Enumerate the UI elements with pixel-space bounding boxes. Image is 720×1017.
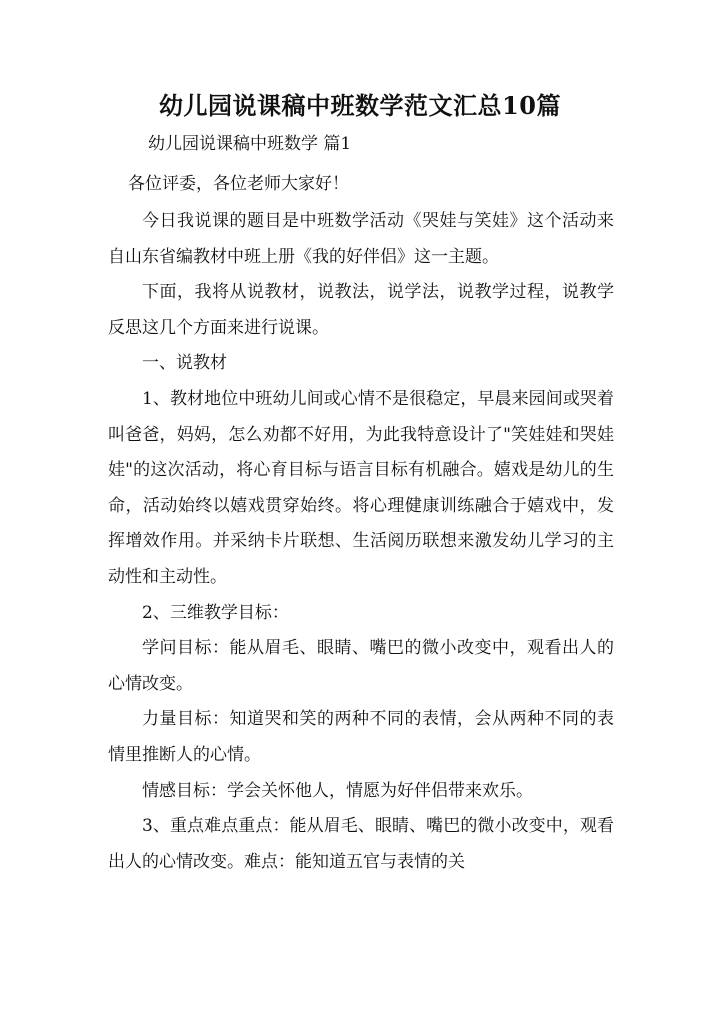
paragraph-emotion-goal: 情感目标：学会关怀他人，情愿为好伴侣带来欢乐。	[142, 780, 533, 801]
paragraph-knowledge-goal: 学问目标：能从眉毛、眼睛、嘴巴的微小改变中，观看出人的心情改变。	[108, 638, 614, 694]
paragraph-textbook-position: 1、教材地位中班幼儿间或心情不是很稳定，早晨来园间或哭着叫爸爸，妈妈，怎么劝都不好用，为此我特意设计了"笑娃娃和哭娃娃"的这次活动，将心育目标与语言目标有机融合。嬉戏是幼儿的生命，活动始终以嬉戏贯穿始终。将心理健康训练融合于嬉戏中，发挥增效作用。并采纳卡片联想、生活阅历联想来激发幼儿学习的主动性和主动性。	[108, 388, 614, 587]
paragraph-ability-goal: 力量目标：知道哭和笑的两种不同的表情，会从两种不同的表情里推断人的心情。	[108, 709, 614, 765]
paragraph-key-points: 3、重点难点重点：能从眉毛、眼睛、嘴巴的微小改变中，观看出人的心情改变。难点：能知道五官与表情的关	[108, 816, 614, 872]
paragraph-intro: 今日我说课的题目是中班数学活动《哭娃与笑娃》这个活动来自山东省编教材中班上册《我的好伴侣》这一主题。	[108, 211, 614, 267]
document-title: 幼儿园说课稿中班数学范文汇总10篇	[159, 91, 561, 120]
greeting-line: 各位评委，各位老师大家好！	[128, 174, 349, 194]
paragraph-outline: 下面，我将从说教材，说教法，说学法，说教学过程，说教学反思这几个方面来进行说课。	[108, 282, 614, 338]
section-heading: 幼儿园说课稿中班数学 篇1	[148, 134, 352, 154]
document-body	[108, 204, 614, 880]
heading-textbook: 一、说教材	[142, 353, 227, 374]
heading-goals: 2、三维教学目标：	[142, 602, 289, 623]
